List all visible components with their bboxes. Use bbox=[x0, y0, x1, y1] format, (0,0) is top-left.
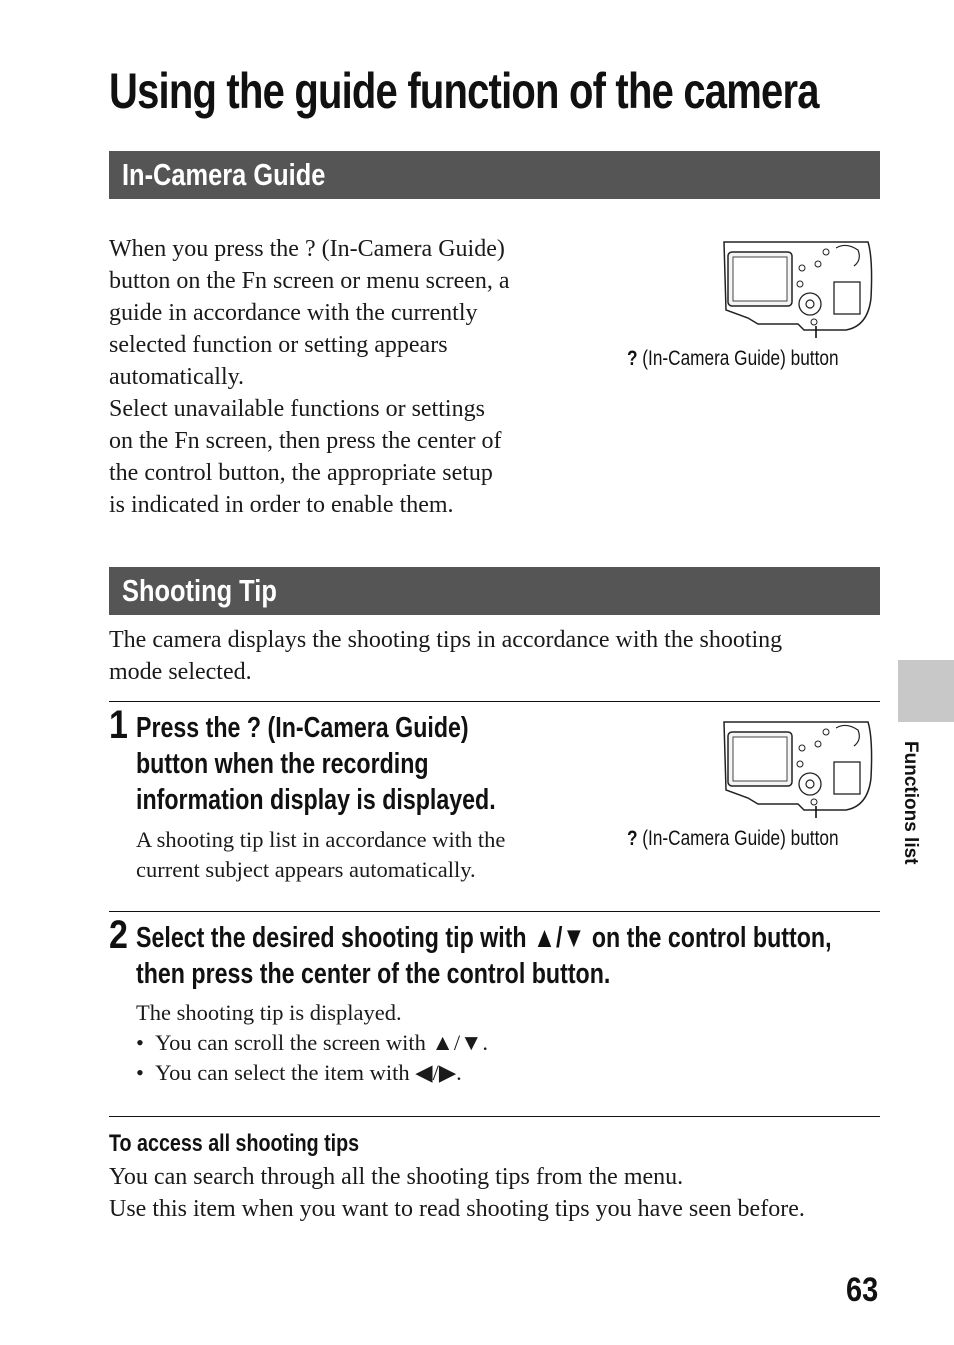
text-line: Use this item when you want to read shooting tips you have seen before. bbox=[109, 1196, 805, 1222]
step-title-line: Select the desired shooting tip with ▲/▼ on the control button, bbox=[136, 922, 832, 954]
section-title: In-Camera Guide bbox=[122, 157, 326, 192]
chapter-tab-label bbox=[895, 741, 923, 881]
step-number: 1 bbox=[109, 703, 128, 747]
section-header-shooting-tip bbox=[109, 567, 880, 615]
step-2-title bbox=[136, 920, 832, 992]
divider bbox=[109, 1116, 880, 1117]
subheading: To access all shooting tips bbox=[109, 1130, 360, 1157]
text-line: The camera displays the shooting tips in accordance with the shooting bbox=[109, 627, 783, 653]
text-line: current subject appears automatically. bbox=[136, 857, 476, 882]
text-line: on the Fn screen, then press the center of bbox=[109, 428, 502, 454]
camera-back-illustration bbox=[718, 238, 878, 338]
bullet-text: You can scroll the screen with ▲/▼. bbox=[155, 1030, 488, 1055]
text-line: The shooting tip is displayed. bbox=[136, 1000, 402, 1025]
in-camera-guide-button-caption bbox=[627, 347, 839, 371]
text-line: mode selected. bbox=[109, 659, 252, 685]
step-title-line: information display is displayed. bbox=[136, 784, 496, 816]
step-title-line: then press the center of the control button. bbox=[136, 958, 611, 990]
text-line: You can search through all the shooting tips from the menu. bbox=[109, 1164, 684, 1190]
section-header-in-camera-guide bbox=[109, 151, 880, 199]
step-2-body bbox=[136, 998, 836, 1088]
step-number: 2 bbox=[109, 913, 128, 957]
in-camera-guide-button-caption bbox=[627, 827, 839, 851]
text-line: the control button, the appropriate setup bbox=[109, 460, 493, 486]
step-title-line: Press the ? (In-Camera Guide) bbox=[136, 712, 469, 744]
help-icon: ? bbox=[627, 347, 638, 370]
chapter-tab-text: Functions list bbox=[900, 741, 921, 865]
access-paragraph bbox=[109, 1161, 889, 1225]
in-camera-guide-paragraph bbox=[109, 233, 549, 521]
page-number: 63 bbox=[846, 1271, 879, 1309]
text-line: Select unavailable functions or settings bbox=[109, 396, 485, 422]
step-1-title bbox=[136, 710, 496, 818]
bullet-item: • You can scroll the screen with ▲/▼. bbox=[136, 1030, 488, 1055]
chapter-tab-marker bbox=[898, 660, 954, 722]
divider bbox=[109, 701, 880, 702]
help-icon: ? bbox=[627, 827, 638, 850]
camera-back-illustration bbox=[718, 718, 878, 818]
text-line: automatically. bbox=[109, 364, 245, 390]
page-title: Using the guide function of the camera bbox=[109, 63, 819, 119]
step-1-body bbox=[136, 825, 505, 885]
bullet-item: • You can select the item with ◀/▶. bbox=[136, 1060, 462, 1085]
text-line: is indicated in order to enable them. bbox=[109, 492, 454, 518]
text-line: button on the Fn screen or menu screen, a bbox=[109, 268, 510, 294]
caption-text: (In-Camera Guide) button bbox=[642, 827, 839, 850]
caption-text: (In-Camera Guide) button bbox=[642, 347, 839, 370]
text-line: selected function or setting appears bbox=[109, 332, 448, 358]
text-line: When you press the ? (In-Camera Guide) bbox=[109, 236, 505, 262]
divider bbox=[109, 911, 880, 912]
step-title-line: button when the recording bbox=[136, 748, 429, 780]
shooting-tip-intro bbox=[109, 624, 880, 688]
bullet-text: You can select the item with ◀/▶. bbox=[155, 1060, 462, 1085]
text-line: guide in accordance with the currently bbox=[109, 300, 478, 326]
text-line: A shooting tip list in accordance with the bbox=[136, 827, 506, 852]
section-title: Shooting Tip bbox=[122, 573, 277, 608]
